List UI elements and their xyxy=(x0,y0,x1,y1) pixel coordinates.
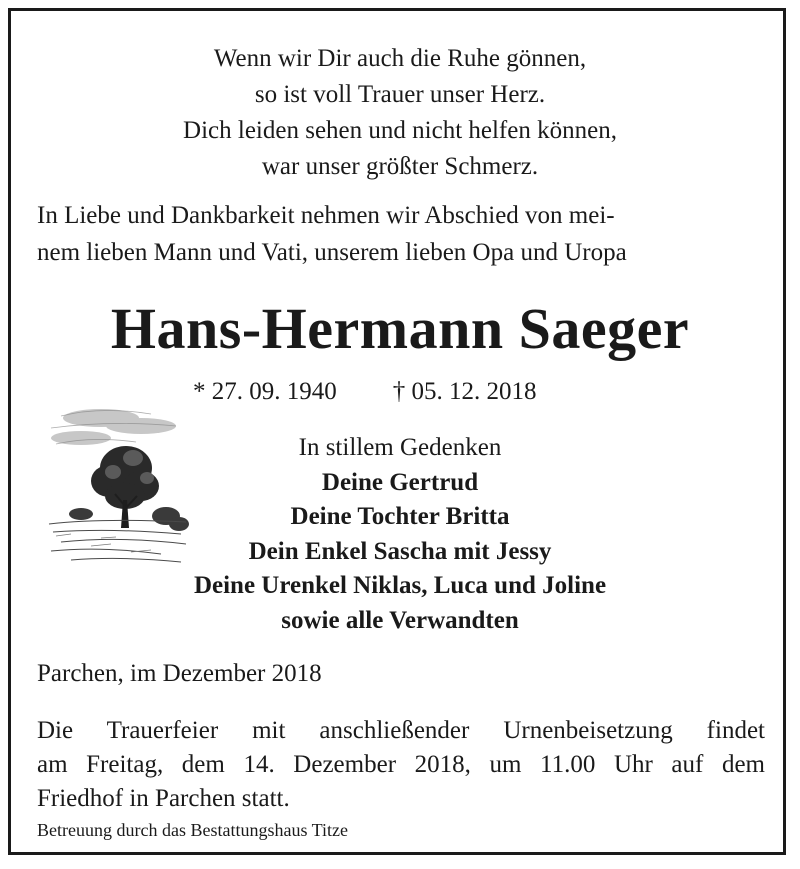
undertaker-note: Betreuung durch das Bestattungshaus Titze xyxy=(37,820,348,840)
mourners-block xyxy=(11,431,789,638)
death-date: † 05. 12. 2018 xyxy=(392,378,537,405)
poem-line: Dich leiden sehen und nicht helfen können, xyxy=(183,117,617,144)
remembrance-line: In stillem Gedenken xyxy=(298,434,502,461)
intro-line: In Liebe und Dankbarkeit nehmen wir Abschied von mei- xyxy=(37,202,615,229)
poem-line: Wenn wir Dir auch die Ruhe gönnen, xyxy=(213,45,587,72)
mourner-line: Deine Urenkel Niklas, Luca und Joline xyxy=(193,572,607,599)
mourner-line: sowie alle Verwandten xyxy=(281,606,519,634)
place-date: Parchen, im Dezember 2018 xyxy=(37,660,322,687)
funeral-line: am Freitag, dem 14. Dezember 2018, um 11.00 Uhr auf dem xyxy=(37,751,765,778)
funeral-details xyxy=(37,714,765,816)
mourner-line: Deine Gertrud xyxy=(321,468,479,496)
poem xyxy=(11,41,789,185)
intro-line: nem lieben Mann und Vati, unserem lieben Opa und Uropa xyxy=(37,239,627,266)
deceased-name: Hans-Hermann Saeger xyxy=(110,296,690,361)
intro-text xyxy=(37,197,767,271)
funeral-line: Die Trauerfeier mit anschließender Urnenbeisetzung findet xyxy=(37,717,765,744)
obituary-notice xyxy=(8,8,786,855)
mourner-line: Dein Enkel Sascha mit Jessy xyxy=(248,537,552,565)
poem-line: so ist voll Trauer unser Herz. xyxy=(254,81,546,108)
poem-line: war unser größter Schmerz. xyxy=(261,153,539,180)
mourner-line: Deine Tochter Britta xyxy=(290,503,510,530)
funeral-line: Friedhof in Parchen statt. xyxy=(37,785,290,812)
birth-date: * 27. 09. 1940 xyxy=(193,378,337,405)
life-dates xyxy=(193,375,537,409)
